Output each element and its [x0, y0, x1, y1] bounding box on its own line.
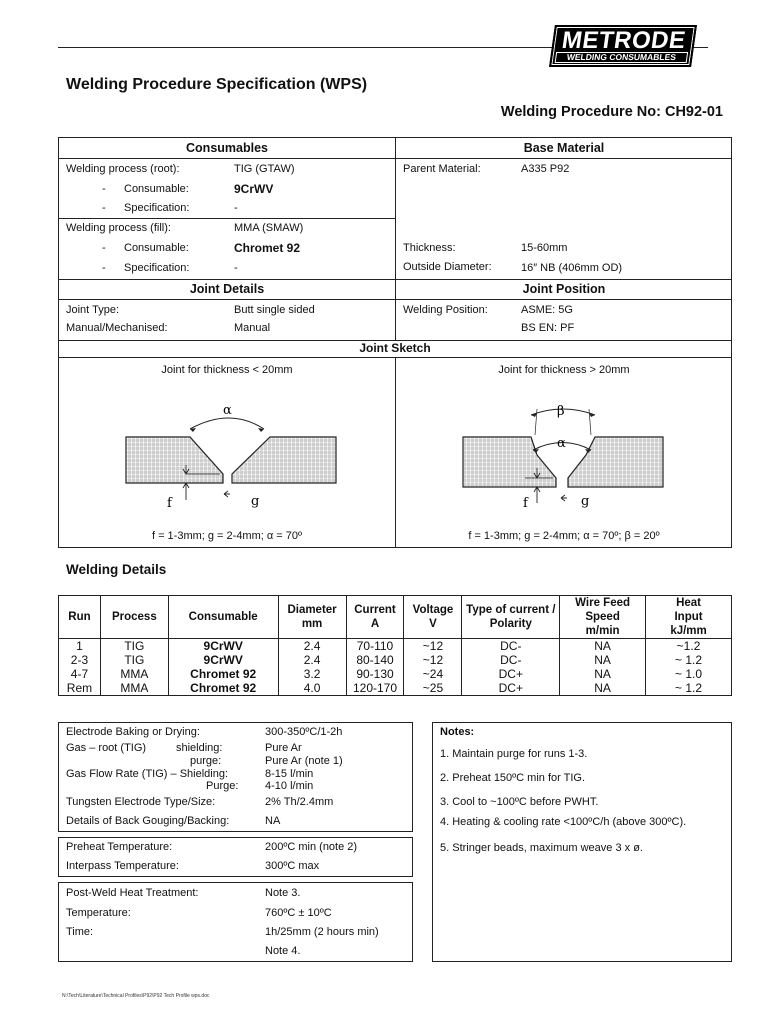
- cell: NA: [560, 639, 646, 654]
- cell: 80-140: [346, 653, 404, 667]
- col-wire-feed-label: Wire Feed Speed m/min: [575, 597, 631, 637]
- cell: ~ 1.2: [646, 653, 732, 667]
- note-item: 5. Stringer beads, maximum weave 3 x ø.: [440, 842, 643, 854]
- cell: DC-: [462, 639, 560, 654]
- f-symbol: f: [167, 496, 172, 511]
- gas-root-label: Gas – root (TIG): [66, 742, 147, 754]
- purge-value: Pure Ar (note 1): [265, 755, 343, 767]
- right-sketch-caption: f = 1-3mm; g = 2-4mm; α = 70º; β = 20º: [468, 530, 660, 542]
- alpha-symbol: α: [557, 436, 566, 451]
- welding-position-value-2: BS EN: PF: [521, 322, 575, 334]
- note-item: 4. Heating & cooling rate <100ºC/h (above 300ºC).: [440, 816, 687, 828]
- sketch-divider-vertical: [395, 357, 396, 548]
- alpha-arc: [190, 418, 264, 429]
- alpha-symbol: α: [223, 403, 232, 418]
- col-current: [346, 596, 404, 639]
- cell: 1: [59, 639, 101, 654]
- joint-type-value: Butt single sided: [234, 304, 315, 316]
- cell: DC+: [462, 681, 560, 696]
- root-process-label: Welding process (root):: [66, 163, 180, 175]
- beta-symbol: β: [557, 404, 565, 419]
- cell: 4.0: [278, 681, 346, 696]
- metrode-logo: [549, 25, 697, 67]
- col-consumable: Consumable: [168, 596, 278, 639]
- welding-details-heading: Welding Details: [66, 562, 167, 577]
- cell: ~ 1.0: [646, 667, 732, 681]
- pwht-value: Note 3.: [265, 887, 301, 899]
- dash: -: [102, 262, 106, 274]
- table-row: [59, 653, 732, 667]
- outside-diameter-value: 16″ NB (406mm OD): [521, 262, 623, 274]
- preheat-label: Preheat Temperature:: [66, 841, 173, 853]
- manual-label: Manual/Mechanised:: [66, 322, 168, 334]
- dash: -: [102, 202, 106, 214]
- tungsten-value: 2% Th/2.4mm: [265, 796, 334, 808]
- gas-flow-purge-value: 4-10 l/min: [265, 780, 314, 792]
- fill-process-value: MMA (SMAW): [234, 222, 304, 234]
- interpass-label: Interpass Temperature:: [66, 860, 179, 872]
- cell: 3.2: [278, 667, 346, 681]
- preheat-value: 200ºC min (note 2): [265, 841, 358, 853]
- fill-consumable-value: Chromet 92: [234, 241, 301, 255]
- table-header-row: [59, 596, 732, 639]
- root-consumable-label: Consumable:: [124, 183, 189, 195]
- logo-tagline: WELDING CONSUMABLES: [555, 52, 689, 63]
- manual-value: Manual: [234, 322, 271, 334]
- g-symbol: g: [251, 494, 260, 509]
- left-plate: [463, 437, 556, 487]
- col-heat-input: [646, 596, 732, 639]
- joint-details-heading: Joint Details: [189, 282, 265, 296]
- col-run: Run: [59, 596, 101, 639]
- document-title: Welding Procedure Specification (WPS): [66, 76, 368, 93]
- root-spec-label: Specification:: [124, 202, 190, 214]
- left-sketch-caption: f = 1-3mm; g = 2-4mm; α = 70º: [151, 530, 303, 542]
- col-diameter: [278, 596, 346, 639]
- cell: Chromet 92: [168, 667, 278, 681]
- pwht-temp-value: 760ºC ± 10ºC: [265, 907, 332, 919]
- pwht-temp-label: Temperature:: [66, 907, 131, 919]
- col-heat-input-label: Heat Input kJ/mm: [670, 597, 707, 637]
- dash: -: [102, 242, 106, 254]
- col-current-label: Current A: [354, 604, 396, 630]
- purge-label: purge:: [190, 755, 222, 767]
- rule: [58, 218, 396, 219]
- cell: Rem: [59, 681, 101, 696]
- cell: 2.4: [278, 639, 346, 654]
- cell: TIG: [100, 639, 168, 654]
- rule: [58, 357, 732, 358]
- gas-flow-purge-label: Purge:: [206, 780, 239, 792]
- cell: ~12: [404, 639, 462, 654]
- cell: MMA: [100, 681, 168, 696]
- cell: ~12: [404, 653, 462, 667]
- shielding-label: shielding:: [176, 742, 223, 754]
- parent-material-value: A335 P92: [521, 163, 570, 175]
- col-wire-feed: [560, 596, 646, 639]
- thickness-value: 15-60mm: [521, 242, 568, 254]
- cell: 2.4: [278, 653, 346, 667]
- f-symbol: f: [523, 496, 528, 511]
- fill-spec-label: Specification:: [124, 262, 190, 274]
- cell: 90-130: [346, 667, 404, 681]
- rule: [58, 279, 732, 280]
- procedure-number: Welding Procedure No: CH92-01: [500, 104, 723, 120]
- root-consumable-value: 9CrWV: [234, 182, 274, 196]
- fill-spec-value: -: [234, 262, 238, 274]
- welding-details-table: [58, 595, 732, 696]
- root-process-value: TIG (GTAW): [234, 163, 295, 175]
- cell: ~25: [404, 681, 462, 696]
- joint-position-heading: Joint Position: [522, 282, 606, 296]
- cell: DC+: [462, 667, 560, 681]
- pwht-label: Post-Weld Heat Treatment:: [66, 887, 199, 899]
- interpass-value: 300ºC max: [265, 860, 320, 872]
- pwht-time-value: 1h/25mm (2 hours min): [265, 926, 379, 938]
- joint-sketch-heading: Joint Sketch: [359, 341, 431, 355]
- baking-label: Electrode Baking or Drying:: [66, 726, 200, 738]
- gouging-value: NA: [265, 815, 281, 827]
- table-row: [59, 667, 732, 681]
- welding-position-label: Welding Position:: [403, 304, 488, 316]
- cell: 70-110: [346, 639, 404, 654]
- notes-heading: Notes:: [440, 726, 475, 738]
- welding-position-value: ASME: 5G: [521, 304, 573, 316]
- note-item: 2. Preheat 150ºC min for TIG.: [440, 772, 586, 784]
- cell: NA: [560, 667, 646, 681]
- cell: 2-3: [59, 653, 101, 667]
- col-voltage: [404, 596, 462, 639]
- right-plate: [568, 437, 663, 487]
- parent-material-label: Parent Material:: [403, 163, 481, 175]
- table-row: [59, 639, 732, 654]
- thickness-label: Thickness:: [403, 242, 456, 254]
- base-material-heading: Base Material: [523, 141, 605, 155]
- cell: ~ 1.2: [646, 681, 732, 696]
- g-symbol: g: [581, 494, 590, 509]
- dash: -: [102, 183, 106, 195]
- file-path-footer: N:\Tech\Literature\Technical Profiles\P92\P92 Tech Profile wps.doc: [62, 993, 210, 999]
- right-plate: [232, 437, 336, 483]
- pwht-note: Note 4.: [265, 945, 301, 957]
- table-row: [59, 681, 732, 696]
- cell: ~24: [404, 667, 462, 681]
- note-item: 3. Cool to ~100ºC before PWHT.: [440, 796, 599, 808]
- logo-wordmark: METRODE: [560, 27, 688, 54]
- pwht-time-label: Time:: [66, 926, 94, 938]
- cell: 4-7: [59, 667, 101, 681]
- joint-type-label: Joint Type:: [66, 304, 119, 316]
- fill-process-label: Welding process (fill):: [66, 222, 171, 234]
- left-sketch-title: Joint for thickness < 20mm: [161, 364, 293, 376]
- right-joint-sketch: [455, 395, 675, 515]
- gouging-label: Details of Back Gouging/Backing:: [66, 815, 230, 827]
- root-spec-value: -: [234, 202, 238, 214]
- col-voltage-label: Voltage V: [412, 604, 454, 630]
- fill-consumable-label: Consumable:: [124, 242, 189, 254]
- col-current-type: Type of current / Polarity: [462, 596, 560, 639]
- outside-diameter-label: Outside Diameter:: [403, 261, 492, 273]
- gas-flow-shielding-value: 8-15 l/min: [265, 768, 314, 780]
- cell: MMA: [100, 667, 168, 681]
- left-plate: [126, 437, 223, 483]
- cell: TIG: [100, 653, 168, 667]
- note-item: 1. Maintain purge for runs 1-3.: [440, 748, 588, 760]
- rule: [58, 299, 732, 300]
- right-sketch-title: Joint for thickness > 20mm: [498, 364, 630, 376]
- cell: Chromet 92: [168, 681, 278, 696]
- cell: 120-170: [346, 681, 404, 696]
- cell: ~1.2: [646, 639, 732, 654]
- gas-flow-label: Gas Flow Rate (TIG) – Shielding:: [66, 768, 229, 780]
- consumables-heading: Consumables: [186, 141, 268, 155]
- tungsten-label: Tungsten Electrode Type/Size:: [66, 796, 216, 808]
- col-diameter-label: Diameter mm: [287, 604, 337, 630]
- baking-value: 300-350ºC/1-2h: [265, 726, 343, 738]
- rule: [58, 158, 732, 159]
- cell: NA: [560, 681, 646, 696]
- cell: 9CrWV: [168, 639, 278, 654]
- cell: DC-: [462, 653, 560, 667]
- left-joint-sketch: [120, 395, 340, 515]
- shielding-value: Pure Ar: [265, 742, 302, 754]
- cell: 9CrWV: [168, 653, 278, 667]
- col-process: Process: [100, 596, 168, 639]
- spec-divider-vertical: [395, 137, 396, 340]
- cell: NA: [560, 653, 646, 667]
